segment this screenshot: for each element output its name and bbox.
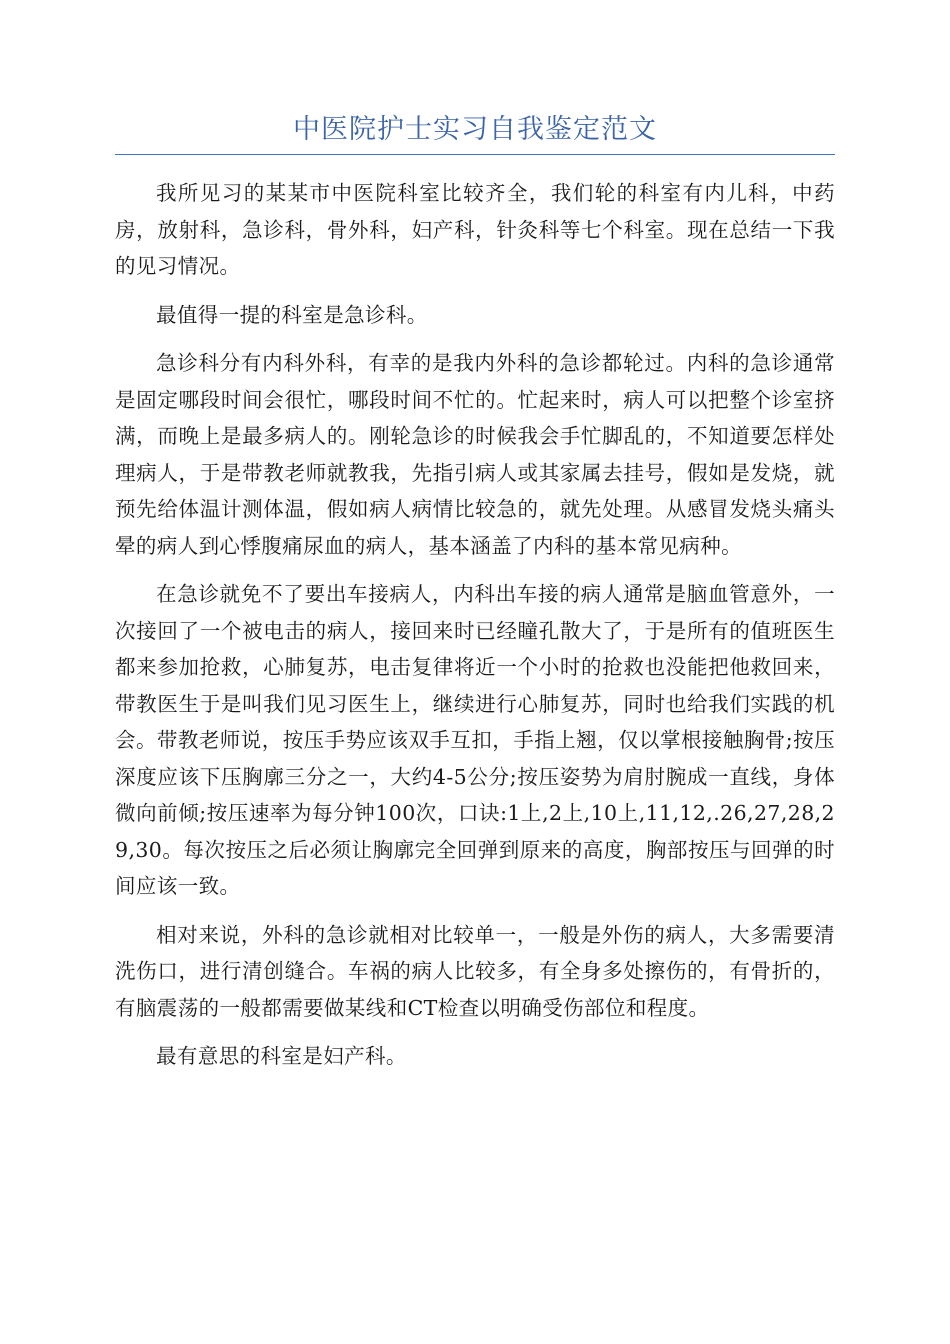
paragraph-internal-emergency: 急诊科分有内科外科，有幸的是我内外科的急诊都轮过。内科的急诊通常是固定哪段时间会很忙，哪段时间不忙的。忙起来时，病人可以把整个诊室挤满，而晚上是最多病人的。刚轮急诊的时候我会手忙脚乱的，不知道要怎样处理病人，于是带教老师就教我，先指引病人或其家属去挂号，假如是发烧，就预先给体温计测体温，假如病人病情比较急的，就先处理。从感冒发烧头痛头晕的病人到心悸腹痛尿血的病人，基本涵盖了内科的基本常见病种。 bbox=[115, 351, 835, 558]
title-underline-divider bbox=[115, 154, 835, 155]
paragraph-cpr: 在急诊就免不了要出车接病人，内科出车接的病人通常是脑血管意外，一次接回了一个被电击的病人，接回来时已经瞳孔散大了，于是所有的值班医生都来参加抢救，心肺复苏，电击复律将近一个小时的抢救也没能把他救回来，带教医生于是叫我们见习医生上，继续进行心肺复苏，同时也给我们实践的机会。带教老师说，按压手势应该双手互扣，手指上翘，仅以掌根接触胸骨;按压深度应该下压胸廓三分之一，大约4-5公分;按压姿势为肩肘腕成一直线，身体微向前倾;按压速率为每分钟100次，口诀:1上,2上,10上,11,12,.26,27,28,29,30。每次按压之后必须让胸廓完全回弹到原来的高度，胸部按压与回弹的时间应该一致。 bbox=[115, 582, 835, 898]
document-title: 中医院护士实习自我鉴定范文 bbox=[293, 114, 657, 145]
paragraph-emergency-heading: 最值得一提的科室是急诊科。 bbox=[156, 302, 428, 327]
paragraph-obstetrics-heading: 最有意思的科室是妇产科。 bbox=[156, 1044, 407, 1068]
paragraph-surgical-emergency: 相对来说，外科的急诊就相对比较单一，一般是外伤的病人，大多需要清洗伤口，进行清创缝合。车祸的病人比较多，有全身多处擦伤的，有骨折的，有脑震荡的一般都需要做某线和CT检查以明确受伤部位和程度。 bbox=[115, 922, 835, 1020]
paragraph-intro: 我所见习的某某市中医院科室比较齐全，我们轮的科室有内儿科，中药房，放射科，急诊科，骨外科，妇产科，针灸科等七个科室。现在总结一下我的见习情况。 bbox=[115, 181, 835, 278]
document-body bbox=[115, 175, 835, 1087]
